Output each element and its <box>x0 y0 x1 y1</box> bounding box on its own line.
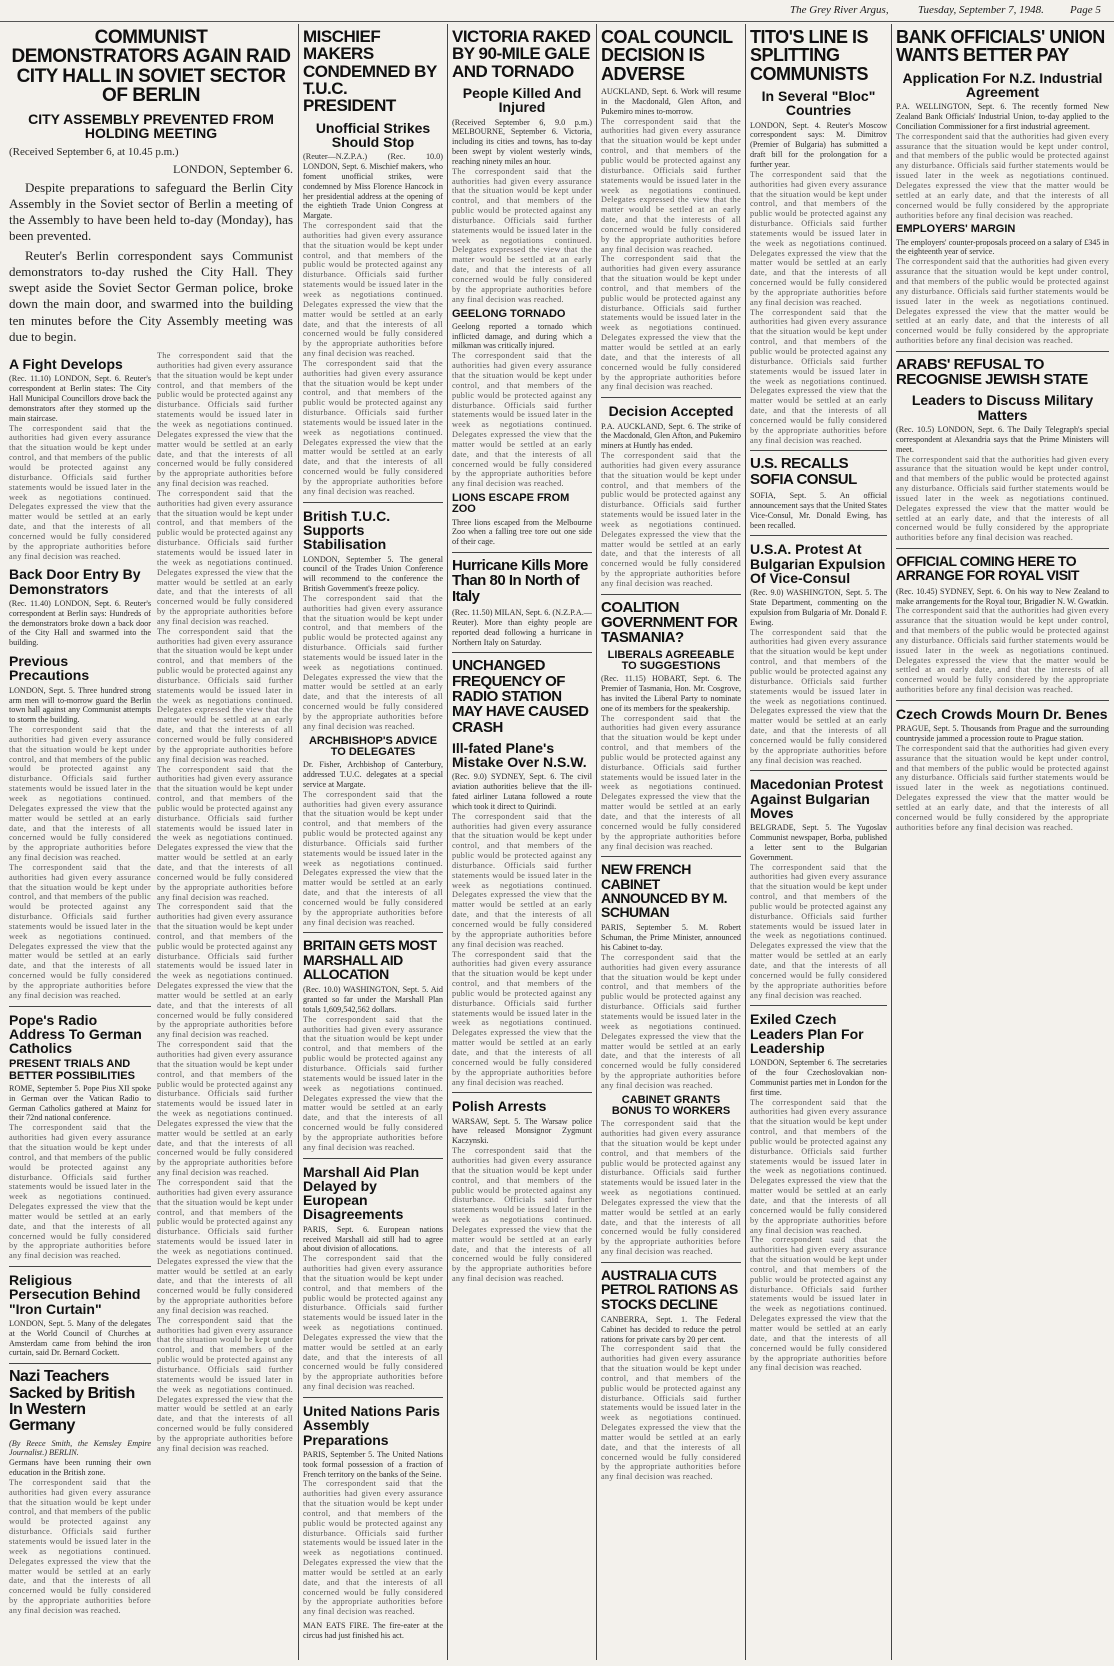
story-text: AUCKLAND, Sept. 6. Work will resume in the Macdonald, Glen Afton, and Pukemiro mines to-morrow. <box>601 87 741 116</box>
column-rule <box>447 24 448 1660</box>
filler-text: The correspondent said that the authorities had given every assurance that the situation would be kept under control, and that members of the public would be protected against any disturbance. Officials said further statements would be issued later in the week as negotiations continued. Delegates expressed the view that the matter would be settled at an early date, and that the interests of all concerned would be fully considered by the appropriate authorities before any final decision was reached. <box>9 1123 151 1261</box>
section-heading: Polish Arrests <box>452 1098 547 1115</box>
subcolumn-left <box>9 351 151 1616</box>
filler-text: The correspondent said that the authorities had given every assurance that the situation would be kept under control, and that members of the public would be protected against any disturbance. Officials said further statements would be issued later in the week as negotiations continued. Delegates expressed the view that the matter would be settled at an early date, and that the interests of all concerned would be fully considered by the appropriate authorities before any final decision was reached. <box>452 811 592 949</box>
section-text: Three lions escaped from the Melbourne Zoo when a falling tree tore out one side of their cage. <box>452 517 592 547</box>
filler-text: The correspondent said that the authorities had given every assurance that the situation would be kept under control, and that members of the public would be protected against any disturbance. Officials said further statements would be issued later in the week as negotiations continued. Delegates expressed the view that the matter would be settled at an early date, and that the interests of all concerned would be fully considered by the appropriate authorities before any final decision was reached. <box>157 902 293 1040</box>
section-heading: British T.U.C. Supports Stabilisation <box>303 507 391 553</box>
section-text: (Rec. 10.45) SYDNEY, Sept. 6. On his way to New Zealand to make arrangements for the Royal tour, Brigadier N. W. Gwatkin. <box>896 586 1109 606</box>
column-coal <box>598 24 744 1662</box>
divider <box>452 552 592 553</box>
section-text: (Rec. 10.0) WASHINGTON, Sept. 5. Aid granted so far under the Marshall Plan totals 1,609,542,562 dollars. <box>303 985 443 1014</box>
story-text: LONDON, Sept. 4. Reuter's Moscow correspondent says: M. Dimitrov (Premier of Bulgaria) has submitted a draft bill for the prolongation for a further year. <box>750 120 887 169</box>
filler-text: The correspondent said that the authorities had given every assurance that the situation would be kept under control, and that members of the public would be protected against any disturbance. Officials said further statements would be issued later in the week as negotiations continued. Delegates expressed the view that the matter would be settled at an early date, and that the interests of all concerned would be fully considered by the appropriate authorities before any final decision was reached. <box>452 949 592 1087</box>
masthead <box>0 0 1114 22</box>
divider <box>896 548 1109 549</box>
filler-text: The correspondent said that the authorities had given every assurance that the situation would be kept under control, and that members of the public would be protected against any disturbance. Officials said further statements would be issued later in the week as negotiations continued. Delegates expressed the view that the matter would be settled at an early date, and that the interests of all concerned would be fully considered by the appropriate authorities before any final decision was reached. <box>896 743 1109 832</box>
section-text: Germans have been running their own education in the British zone. <box>9 1458 151 1478</box>
page-number: Page 5 <box>1070 4 1101 16</box>
filler-text: The correspondent said that the authorities had given every assurance that the situation would be kept under control, and that members of the public would be protected against any disturbance. Officials said further statements would be issued later in the week as negotiations continued. Delegates expressed the view that the matter would be settled at an early date, and that the interests of all concerned would be fully considered by the appropriate authorities before any final decision was reached. <box>896 454 1109 543</box>
lead-headline: COMMUNIST DEMONSTRATORS AGAIN RAID CITY HALL IN SOVIET SECTOR OF BERLIN <box>11 27 291 107</box>
section-heading: Pope's Radio Address To German Catholics <box>9 1011 142 1057</box>
received-line: (Received September 6, at 10.45 p.m.) <box>9 146 179 159</box>
filler-text: The correspondent said that the authorities had given every assurance that the situation would be kept under control, and that members of the public would be protected against any disturbance. Officials said further statements would be issued later in the week as negotiations continued. Delegates expressed the view that the matter would be settled at an early date, and that the interests of all concerned would be fully considered by the appropriate authorities before any final decision was reached. <box>157 1177 293 1315</box>
subcolumn-right <box>157 351 293 1616</box>
column-victoria <box>449 24 595 1662</box>
section-heading: AUSTRALIA CUTS PETROL RATIONS AS STOCKS DECLINE <box>601 1267 738 1312</box>
section-heading: Czech Crowds Mourn Dr. Benes <box>896 705 1108 722</box>
filler-text: The correspondent said that the authorities had given every assurance that the situation would be kept under control, and that members of the public would be protected against any disturbance. Officials said further statements would be issued later in the week as negotiations continued. Delegates expressed the view that the matter would be settled at an early date, and that the interests of all concerned would be fully considered by the appropriate authorities before any final decision was reached. <box>303 1479 443 1617</box>
filler-text: The correspondent said that the authorities had given every assurance that the situation would be kept under control, and that members of the public would be protected against any disturbance. Officials said further statements would be issued later in the week as negotiations continued. Delegates expressed the view that the matter would be settled at an early date, and that the interests of all concerned would be fully considered by the appropriate authorities before any final decision was reached. <box>601 451 741 588</box>
section-text: Dr. Fisher, Archbishop of Canterbury, addressed T.U.C. delegates at a special service at Margate. <box>303 760 443 789</box>
column-tito <box>747 24 890 1662</box>
section-heading: U.S. RECALLS SOFIA CONSUL <box>750 455 857 488</box>
lead-dateline: LONDON, September 6. <box>173 162 293 177</box>
filler-text: The correspondent said that the authorities had given every assurance that the situation would be kept under control, and that members of the public would be protected against any disturbance. Officials said further statements would be issued later in the week as negotiations continued. Delegates expressed the view that the matter would be settled at an early date, and that the interests of all concerned would be fully considered by the appropriate authorities before any final decision was reached. <box>452 351 592 489</box>
divider <box>303 932 443 933</box>
lead-subhead: CITY ASSEMBLY PREVENTED FROM HOLDING MEETING <box>28 110 274 141</box>
column-rule <box>596 24 597 1660</box>
divider <box>601 594 741 595</box>
divider <box>9 1266 151 1267</box>
lead-subcolumns <box>9 351 293 1616</box>
filler-text: The correspondent said that the authorities had given every assurance that the situation would be kept under control, and that members of the public would be protected against any disturbance. Officials said further statements would be issued later in the week as negotiations continued. Delegates expressed the view that the matter would be settled at an early date, and that the interests of all concerned would be fully considered by the appropriate authorities before any final decision was reached. <box>303 593 443 731</box>
section-heading: ARABS' REFUSAL TO RECOGNISE JEWISH STATE <box>896 355 1088 389</box>
section-subheading: PRESENT TRIALS AND BETTER POSSIBILITIES <box>9 1058 135 1082</box>
section-text: LONDON, Sept. 5. Three hundred strong arm men will to-morrow guard the Berlin town hall against any Communist attempts to storm the building. <box>9 685 151 725</box>
section-text: (Rec. 11.50) MILAN, Sept. 6. (N.Z.P.A.—Reuter). More than eighty people are reported dead following a hurricane in Northern Italy on Saturday. <box>452 607 592 647</box>
divider <box>750 1005 887 1006</box>
section-text: (Rec. 10.5) LONDON, Sept. 6. The Daily Telegraph's special correspondent at Alexandria says that the Prime Ministers will meet. <box>896 425 1109 454</box>
filler-text: The correspondent said that the authorities had given every assurance that the situation would be kept under control, and that members of the public would be protected against any disturbance. Officials said further statements would be issued later in the week as negotiations continued. Delegates expressed the view that the matter would be settled at an early date, and that the interests of all concerned would be fully considered by the appropriate authorities before any final decision was reached. <box>303 1014 443 1152</box>
divider <box>601 856 741 857</box>
section-text: CANBERRA, Sept. 1. The Federal Cabinet has decided to reduce the petrol rations for private cars by 20 per cent. <box>601 1314 741 1344</box>
filler-text: The correspondent said that the authorities had given every assurance that the situation would be kept under control, and that members of the public would be protected against any disturbance. Officials said further statements would be issued later in the week as negotiations continued. Delegates expressed the view that the matter would be settled at an early date, and that the interests of all concerned would be fully considered by the appropriate authorities before any final decision was reached. <box>601 1344 741 1482</box>
filler-text: The correspondent said that the authorities had given every assurance that the situation would be kept under control, and that members of the public would be protected against any disturbance. Officials said further statements would be issued later in the week as negotiations continued. Delegates expressed the view that the matter would be settled at an early date, and that the interests of all concerned would be fully considered by the appropriate authorities before any final decision was reached. <box>896 131 1109 220</box>
filler-text: The correspondent said that the authorities had given every assurance that the situation would be kept under control, and that members of the public would be protected against any disturbance. Officials said further statements would be issued later in the week as negotiations continued. Delegates expressed the view that the matter would be settled at an early date, and that the interests of all concerned would be fully considered by the appropriate authorities before any final decision was reached. <box>157 1315 293 1453</box>
divider <box>9 1006 151 1007</box>
divider <box>896 700 1109 701</box>
filler-text: The correspondent said that the authorities had given every assurance that the situation would be kept under control, and that members of the public would be protected against any disturbance. Officials said further statements would be issued later in the week as negotiations continued. Delegates expressed the view that the matter would be settled at an early date, and that the interests of all concerned would be fully considered by the appropriate authorities before any final decision was reached. <box>601 1119 741 1257</box>
section-heading: Back Door Entry By Demonstrators <box>9 566 141 597</box>
column-tuc <box>300 24 446 1662</box>
section-text: LONDON, Sept. 5. Many of the delegates at the World Council of Churches at Amsterdam came from behind the iron curtain, said Dr. Bernard Cockett. <box>9 1318 151 1358</box>
filler-text: The correspondent said that the authorities had given every assurance that the situation would be kept under control, and that members of the public would be protected against any disturbance. Officials said further statements would be issued later in the week as negotiations continued. Delegates expressed the view that the matter would be settled at an early date, and that the interests of all concerned would be fully considered by the appropriate authorities before any final decision was reached. <box>750 169 887 307</box>
paper-name: The Grey River Argus, <box>790 4 889 16</box>
section-heading: Macedonian Protest Against Bulgarian Moves <box>750 776 884 821</box>
lead-paragraph: Despite preparations to safeguard the Berlin City Assembly in the Soviet sector of Berlin a meeting of the Assembly to have been held to-day (Monday), has been prevented. <box>9 179 293 244</box>
column-rule <box>745 24 746 1660</box>
section-heading: A Fight Develops <box>9 356 123 373</box>
story-headline: MISCHIEF MAKERS CONDEMNED BY T.U.C. PRESIDENT <box>303 27 437 116</box>
section-heading: Previous Precautions <box>9 653 90 684</box>
story-headline: BANK OFFICIALS' UNION WANTS BETTER PAY <box>896 27 1105 66</box>
filler-text: The correspondent said that the authorities had given every assurance that the situation would be kept under control, and that members of the public would be protected against any disturbance. Officials said further statements would be issued later in the week as negotiations continued. Delegates expressed the view that the matter would be settled at an early date, and that the interests of all concerned would be fully considered by the appropriate authorities before any final decision was reached. <box>601 952 741 1090</box>
section-heading: Marshall Aid Plan Delayed by European Disagreements <box>303 1163 420 1223</box>
divider <box>750 450 887 451</box>
section-text: (Rec. 9.0) WASHINGTON, Sept. 5. The State Department, commenting on the expulsion from Bulgaria of Mr. Donald F. Ewing. <box>750 588 887 627</box>
filler-text: The correspondent said that the authorities had given every assurance that the situation would be kept under control, and that members of the public would be protected against any disturbance. Officials said further statements would be issued later in the week as negotiations continued. Delegates expressed the view that the matter would be settled at an early date, and that the interests of all concerned would be fully considered by the appropriate authorities before any final decision was reached. <box>896 606 1109 695</box>
section-subheading: EMPLOYERS' MARGIN <box>896 223 1016 236</box>
section-text: SOFIA, Sept. 5. An official announcement says that the United States Vice-Consul, Mr. Donald Ewing, has been recalled. <box>750 491 887 530</box>
column-rule <box>298 24 299 1660</box>
section-heading: COALITION GOVERNMENT FOR TASMANIA? <box>601 598 738 647</box>
story-text: (Reuter—N.Z.P.A.) (Rec. 10.0) LONDON, Sept. 6. Mischief makers, who foment unofficial strikes, were condemned by Miss Florence Hancock in her presidential address at the opening of the eightieth Trade Union Congress at Margate. <box>303 152 443 221</box>
section-heading: United Nations Paris Assembly Preparations <box>303 1403 440 1448</box>
story-text: (Received September 6, 9.0 p.m.) MELBOURNE, September 6. Victoria, including its cities and towns, has to-day been swept by violent westerly winds, reaching ninety miles an hour. <box>452 117 592 166</box>
filler-text: The correspondent said that the authorities had given every assurance that the situation would be kept under control, and that members of the public would be protected against any disturbance. Officials said further statements would be issued later in the week as negotiations continued. Delegates expressed the view that the matter would be settled at an early date, and that the interests of all concerned would be fully considered by the appropriate authorities before any final decision was reached. <box>452 166 592 304</box>
story-subhead: Application For N.Z. Industrial Agreement <box>902 69 1103 100</box>
section-subheading: LIONS ESCAPE FROM ZOO <box>452 492 570 516</box>
filler-text: The correspondent said that the authorities had given every assurance that the situation would be kept under control, and that members of the public would be protected against any disturbance. Officials said further statements would be issued later in the week as negotiations continued. Delegates expressed the view that the matter would be settled at an early date, and that the interests of all concerned would be fully considered by the appropriate authorities before any final decision was reached. <box>303 221 443 359</box>
section-text: PARIS, September 5. The United Nations took formal possession of a fraction of French territory on the banks of the Seine. <box>303 1449 443 1479</box>
filler-text: The correspondent said that the authorities had given every assurance that the situation would be kept under control, and that members of the public would be protected against any disturbance. Officials said further statements would be issued later in the week as negotiations continued. Delegates expressed the view that the matter would be settled at an early date, and that the interests of all concerned would be fully considered by the appropriate authorities before any final decision was reached. <box>750 1235 887 1373</box>
section-text: (Rec. 11.15) HOBART, Sept. 6. The Premier of Tasmania, Hon. Mr. Cosgrove, has invited the Liberal Party to nominate one of its members for the speakership. <box>601 674 741 713</box>
section-subheading: LIBERALS AGREEABLE TO SUGGESTIONS <box>607 648 735 672</box>
divider <box>750 770 887 771</box>
section-heading: Nazi Teachers Sacked by British In Western Germany <box>9 1368 135 1435</box>
section-subheading: GEELONG TORNADO <box>452 307 566 320</box>
section-heading: Religious Persecution Behind "Iron Curtain" <box>9 1272 141 1317</box>
story-text: P.A. WELLINGTON, Sept. 6. The recently formed New Zealand Bank Officials' Industrial Union, to-day applied to the Conciliation Commissioner for a first industrial agreement. <box>896 102 1109 131</box>
byline: (By Reece Smith, the Kemsley Empire Journalist.) BERLIN. <box>9 1438 151 1458</box>
filler-text: The correspondent said that the authorities had given every assurance that the situation would be kept under control, and that members of the public would be protected against any disturbance. Officials said further statements would be issued later in the week as negotiations continued. Delegates expressed the view that the matter would be settled at an early date, and that the interests of all concerned would be fully considered by the appropriate authorities before any final decision was reached. <box>750 862 887 1000</box>
filler-text: The correspondent said that the authorities had given every assurance that the situation would be kept under control, and that members of the public would be protected against any disturbance. Officials said further statements would be issued later in the week as negotiations continued. Delegates expressed the view that the matter would be settled at an early date, and that the interests of all concerned would be fully considered by the appropriate authorities before any final decision was reached. <box>9 725 151 863</box>
section-text: LONDON, September 6. The secretaries of the four Czechoslovakian non-Communist parties met in London for the first time. <box>750 1058 887 1097</box>
section-heading: Ill-fated Plane's Mistake Over N.S.W. <box>452 739 587 771</box>
section-text: BELGRADE, Sept. 5. The Yugoslav Communist newspaper, Borba, published a letter sent to the Bulgarian Government. <box>750 823 887 862</box>
issue-date: Tuesday, September 7, 1948. <box>918 4 1044 16</box>
filler-text: The correspondent said that the authorities had given every assurance that the situation would be kept under control, and that members of the public would be protected against any disturbance. Officials said further statements would be issued later in the week as negotiations continued. Delegates expressed the view that the matter would be settled at an early date, and that the interests of all concerned would be fully considered by the appropriate authorities before any final decision was reached. <box>157 488 293 626</box>
story-subhead: In Several "Bloc" Countries <box>761 88 876 119</box>
filler-text: The correspondent said that the authorities had given every assurance that the situation would be kept under control, and that members of the public would be protected against any disturbance. Officials said further statements would be issued later in the week as negotiations continued. Delegates expressed the view that the matter would be settled at an early date, and that the interests of all concerned would be fully considered by the appropriate authorities before any final decision was reached. <box>303 358 443 496</box>
story-subhead: People Killed And Injured <box>462 84 582 116</box>
filler-text: The correspondent said that the authorities had given every assurance that the situation would be kept under control, and that members of the public would be protected against any disturbance. Officials said further statements would be issued later in the week as negotiations continued. Delegates expressed the view that the matter would be settled at an early date, and that the interests of all concerned would be fully considered by the appropriate authorities before any final decision was reached. <box>303 1254 443 1392</box>
filler-text: The correspondent said that the authorities had given every assurance that the situation would be kept under control, and that members of the public would be protected against any disturbance. Officials said further statements would be issued later in the week as negotiations continued. Delegates expressed the view that the matter would be settled at an early date, and that the interests of all concerned would be fully considered by the appropriate authorities before any final decision was reached. <box>9 423 151 561</box>
filler-text: The correspondent said that the authorities had given every assurance that the situation would be kept under control, and that members of the public would be protected against any disturbance. Officials said further statements would be issued later in the week as negotiations continued. Delegates expressed the view that the matter would be settled at an early date, and that the interests of all concerned would be fully considered by the appropriate authorities before any final decision was reached. <box>9 1477 151 1615</box>
story-headline: COAL COUNCIL DECISION IS ADVERSE <box>601 27 733 84</box>
section-text: (Rec. 11.10) LONDON, Sept. 6. Reuter's correspondent at Berlin states: The City Hall Municipal Councillors drove back the demonstrators after they stormed up the main staircase. <box>9 374 151 423</box>
section-heading: U.S.A. Protest At Bulgarian Expulsion Of Vice-Consul <box>750 541 886 586</box>
filler-text: The correspondent said that the authorities had given every assurance that the situation would be kept under control, and that members of the public would be protected against any disturbance. Officials said further statements would be issued later in the week as negotiations continued. Delegates expressed the view that the matter would be settled at an early date, and that the interests of all concerned would be fully considered by the appropriate authorities before any final decision was reached. <box>9 862 151 1000</box>
filler-text: The correspondent said that the authorities had given every assurance that the situation would be kept under control, and that members of the public would be protected against any disturbance. Officials said further statements would be issued later in the week as negotiations continued. Delegates expressed the view that the matter would be settled at an early date, and that the interests of all concerned would be fully considered by the appropriate authorities before any final decision was reached. <box>157 351 293 489</box>
section-text: WARSAW, Sept. 5. The Warsaw police have released Monsignor Zygmunt Kaczynski. <box>452 1116 592 1146</box>
filler-text: The correspondent said that the authorities had given every assurance that the situation would be kept under control, and that members of the public would be protected against any disturbance. Officials said further statements would be issued later in the week as negotiations continued. Delegates expressed the view that the matter would be settled at an early date, and that the interests of all concerned would be fully considered by the appropriate authorities before any final decision was reached. <box>157 764 293 902</box>
section-heading: Decision Accepted <box>608 403 734 420</box>
section-text: (Rec. 11.40) LONDON, Sept. 6. Reuter's correspondent at Berlin says: Hundreds of the demonstrators broke down a back door of the City Hall and swarmed into the building. <box>9 598 151 648</box>
section-heading: BRITAIN GETS MOST MARSHALL AID ALLOCATION <box>303 937 437 982</box>
section-heading: Leaders to Discuss Military Matters <box>911 392 1094 423</box>
filler-text: The correspondent said that the authorities had given every assurance that the situation would be kept under control, and that members of the public would be protected against any disturbance. Officials said further statements would be issued later in the week as negotiations continued. Delegates expressed the view that the matter would be settled at an early date, and that the interests of all concerned would be fully considered by the appropriate authorities before any final decision was reached. <box>896 257 1109 346</box>
divider <box>303 1158 443 1159</box>
section-text: ROME, September 5. Pope Pius XII spoke in German over the Vatican Radio to German Catholics gathered at Mainz for their 72nd national conference. <box>9 1083 151 1123</box>
story-headline: TITO'S LINE IS SPLITTING COMMUNISTS <box>750 27 868 84</box>
filler-text: The correspondent said that the authorities had given every assurance that the situation would be kept under control, and that members of the public would be protected against any disturbance. Officials said further statements would be issued later in the week as negotiations continued. Delegates expressed the view that the matter would be settled at an early date, and that the interests of all concerned would be fully considered by the appropriate authorities before any final decision was reached. <box>601 254 741 392</box>
filler-text: The correspondent said that the authorities had given every assurance that the situation would be kept under control, and that members of the public would be protected against any disturbance. Officials said further statements would be issued later in the week as negotiations continued. Delegates expressed the view that the matter would be settled at an early date, and that the interests of all concerned would be fully considered by the appropriate authorities before any final decision was reached. <box>303 789 443 927</box>
divider <box>303 1397 443 1398</box>
filler-text: The correspondent said that the authorities had given every assurance that the situation would be kept under control, and that members of the public would be protected against any disturbance. Officials said further statements would be issued later in the week as negotiations continued. Delegates expressed the view that the matter would be settled at an early date, and that the interests of all concerned would be fully considered by the appropriate authorities before any final decision was reached. <box>750 307 887 445</box>
section-heading: Hurricane Kills More Than 80 In North of Italy <box>452 557 588 605</box>
section-text: (Rec. 9.0) SYDNEY, Sept. 6. The civil aviation authorities believe that the ill-fated airliner Lutana followed a route which took it direct to Quirindi. <box>452 772 592 811</box>
section-subheading: ARCHBISHOP'S ADVICE TO DELEGATES <box>308 734 438 758</box>
section-subheading: CABINET GRANTS BONUS TO WORKERS <box>611 1093 731 1117</box>
column-lead-story <box>6 24 296 1662</box>
filler-text: The correspondent said that the authorities had given every assurance that the situation would be kept under control, and that members of the public would be protected against any disturbance. Officials said further statements would be issued later in the week as negotiations continued. Delegates expressed the view that the matter would be settled at an early date, and that the interests of all concerned would be fully considered by the appropriate authorities before any final decision was reached. <box>750 627 887 765</box>
story-subhead: Unofficial Strikes Should Stop <box>315 119 431 150</box>
lead-paragraph: Reuter's Berlin correspondent says Communist demonstrators to-day rushed the City Hall. They swept aside the Soviet Sector German police, broke down the main door, and swarmed into the building ten minutes before the City Assembly meeting was due to begin. <box>9 247 293 344</box>
divider <box>452 652 592 653</box>
column-rule <box>891 24 892 1660</box>
section-text: The employers' counter-proposals proceed on a salary of £345 in the eighteenth year of service. <box>896 237 1109 257</box>
section-text: P.A. AUCKLAND, Sept. 6. The strike of the Macdonald, Glen Afton, and Pukemiro miners at Huntly has ended. <box>601 421 741 451</box>
filler-text: The correspondent said that the authorities had given every assurance that the situation would be kept under control, and that members of the public would be protected against any disturbance. Officials said further statements would be issued later in the week as negotiations continued. Delegates expressed the view that the matter would be settled at an early date, and that the interests of all concerned would be fully considered by the appropriate authorities before any final decision was reached. <box>157 626 293 764</box>
section-heading: UNCHANGED FREQUENCY OF RADIO STATION MAY HAVE CAUSED CRASH <box>452 657 589 736</box>
divider <box>452 1092 592 1093</box>
section-text: LONDON, September 5. The general council of the Trades Union Conference will recommend to the conference the British Government's freeze policy. <box>303 554 443 594</box>
divider <box>750 535 887 536</box>
divider <box>601 397 741 398</box>
divider <box>896 351 1109 352</box>
story-headline: VICTORIA RAKED BY 90-MILE GALE AND TORNADO <box>452 27 591 81</box>
column-bank <box>893 24 1112 1662</box>
divider <box>303 502 443 503</box>
divider <box>601 1262 741 1263</box>
filler-text: The correspondent said that the authorities had given every assurance that the situation would be kept under control, and that members of the public would be protected against any disturbance. Officials said further statements would be issued later in the week as negotiations continued. Delegates expressed the view that the matter would be settled at an early date, and that the interests of all concerned would be fully considered by the appropriate authorities before any final decision was reached. <box>601 116 741 254</box>
section-text: PRAGUE, Sept. 5. Thousands from Prague and the surrounding countryside jammed a procession route to Prague station. <box>896 724 1109 744</box>
filler-text: The correspondent said that the authorities had given every assurance that the situation would be kept under control, and that members of the public would be protected against any disturbance. Officials said further statements would be issued later in the week as negotiations continued. Delegates expressed the view that the matter would be settled at an early date, and that the interests of all concerned would be fully considered by the appropriate authorities before any final decision was reached. <box>750 1097 887 1235</box>
section-text: PARIS, Sept. 6. European nations received Marshall aid still had to agree about division of allocations. <box>303 1224 443 1254</box>
filler-text: The correspondent said that the authorities had given every assurance that the situation would be kept under control, and that members of the public would be protected against any disturbance. Officials said further statements would be issued later in the week as negotiations continued. Delegates expressed the view that the matter would be settled at an early date, and that the interests of all concerned would be fully considered by the appropriate authorities before any final decision was reached. <box>601 713 741 851</box>
section-text: Geelong reported a tornado which inflicted damage, and during which a milkman was critically injured. <box>452 321 592 351</box>
section-heading: Exiled Czech Leaders Plan For Leadership <box>750 1011 864 1056</box>
divider <box>9 1363 151 1364</box>
filler-text: The correspondent said that the authorities had given every assurance that the situation would be kept under control, and that members of the public would be protected against any disturbance. Officials said further statements would be issued later in the week as negotiations continued. Delegates expressed the view that the matter would be settled at an early date, and that the interests of all concerned would be fully considered by the appropriate authorities before any final decision was reached. <box>157 1040 293 1178</box>
section-text: PARIS, September 5. M. Robert Schuman, the Prime Minister, announced his Cabinet to-day. <box>601 923 741 953</box>
filler-text: The correspondent said that the authorities had given every assurance that the situation would be kept under control, and that members of the public would be protected against any disturbance. Officials said further statements would be issued later in the week as negotiations continued. Delegates expressed the view that the matter would be settled at an early date, and that the interests of all concerned would be fully considered by the appropriate authorities before any final decision was reached. <box>452 1146 592 1284</box>
section-text: MAN EATS FIRE. The fire-eater at the circus had just finished his act. <box>303 1621 443 1640</box>
section-heading: OFFICIAL COMING HERE TO ARRANGE FOR ROYAL VISIT <box>896 553 1079 584</box>
section-heading: NEW FRENCH CABINET ANNOUNCED BY M. SCHUMAN <box>601 861 728 921</box>
